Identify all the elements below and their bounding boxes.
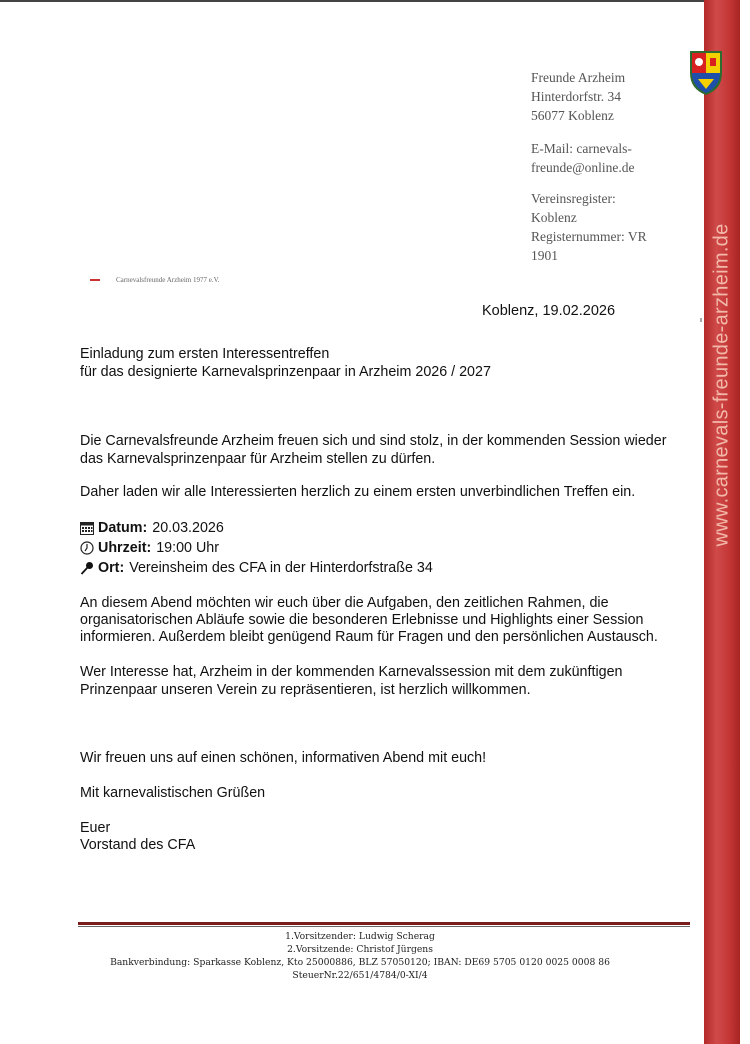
paragraph-4-line-2: Prinzenpaar unseren Verein zu repräsentieren, ist herzlich willkommen. (80, 682, 531, 698)
email-line-2: freunde@online.de (531, 160, 635, 175)
footer-rule-thin (78, 926, 690, 927)
date-value: 20.03.2026 (152, 520, 224, 536)
paragraph-1-line-1: Die Carnevalsfreunde Arzheim freuen sich und sind stolz, in der kommenden Session wieder (80, 433, 667, 449)
sender-name: Freunde Arzheim (531, 70, 626, 85)
email-line-1: E-Mail: carnevals- (531, 141, 632, 156)
footer-bank: Bankverbindung: Sparkasse Koblenz, Kto 25000886, BLZ 57050120; IBAN: DE69 5705 0120 0025 0008 86 (110, 957, 610, 968)
subject-line-2: für das designierte Karnevalsprinzenpaar in Arzheim 2026 / 2027 (80, 364, 491, 380)
calendar-icon (80, 521, 94, 535)
place-label: Ort: (98, 560, 125, 576)
paragraph-3-line-1: An diesem Abend möchten wir euch über die Aufgaben, den zeitlichen Rahmen, die (80, 595, 609, 611)
paragraph-5: Wir freuen uns auf einen schönen, informativen Abend mit euch! (80, 750, 487, 766)
time-value: 19:00 Uhr (156, 540, 220, 556)
footer-chair-2: 2.Vorsitzende: Christof Jürgens (287, 944, 433, 955)
signature-line-2: Vorstand des CFA (80, 837, 196, 853)
date-label: Datum: (98, 520, 148, 536)
footer (0, 930, 720, 982)
small-club-line (90, 276, 219, 284)
paragraph-3-line-2: organisatorischen Abläufe sowie die besonderen Erlebnisse und Highlights einer Session (80, 612, 644, 628)
subject-line-1: Einladung zum ersten Interessentreffen (80, 346, 330, 362)
paragraph-4-line-1: Wer Interesse hat, Arzheim in der kommenden Karnevalssession mit dem zukünftigen (80, 664, 623, 680)
register-line-3: Registernummer: VR (531, 229, 647, 244)
time-label: Uhrzeit: (98, 540, 152, 556)
sender-address (531, 68, 625, 125)
sender-register (531, 189, 647, 265)
red-dash (90, 279, 100, 281)
place-value: Vereinsheim des CFA in der Hinterdorfstraße 34 (129, 560, 433, 576)
greeting: Mit karnevalistischen Grüßen (80, 785, 266, 801)
club-crest-icon (688, 47, 724, 97)
sidebar-url-text: www.carnevals-freunde-arzheim.de (710, 223, 733, 547)
fold-mark (700, 318, 702, 322)
event-time-row (80, 540, 219, 556)
pin-icon (80, 561, 94, 575)
register-line-4: 1901 (531, 248, 558, 263)
register-line-2: Koblenz (531, 210, 577, 225)
footer-chair-1: 1.Vorsitzender: Ludwig Scherag (285, 931, 435, 942)
place-date: Koblenz, 19.02.2026 (482, 303, 616, 319)
footer-rule-thick (78, 922, 690, 925)
footer-tax: SteuerNr.22/651/4784/0-XI/4 (292, 970, 428, 981)
signature-line-1: Euer (80, 820, 111, 836)
sender-email (531, 139, 635, 177)
paragraph-2: Daher laden wir alle Interessierten herzlich zu einem ersten unverbindlichen Treffen ein. (80, 484, 636, 500)
event-date-row (80, 520, 224, 536)
top-rule (0, 0, 705, 2)
register-line-1: Vereinsregister: (531, 191, 616, 206)
sender-street: Hinterdorfstr. 34 (531, 89, 621, 104)
small-club-text: Carnevalsfreunde Arzheim 1977 e.V. (116, 276, 220, 284)
paragraph-1-line-2: das Karnevalsprinzenpaar für Arzheim stellen zu dürfen. (80, 451, 436, 467)
event-place-row (80, 560, 433, 576)
sender-city: 56077 Koblenz (531, 108, 614, 123)
clock-icon (80, 541, 94, 555)
paragraph-3-line-3: informieren. Außerdem bleibt genügend Raum für Fragen und den persönlichen Austausch. (80, 629, 658, 645)
